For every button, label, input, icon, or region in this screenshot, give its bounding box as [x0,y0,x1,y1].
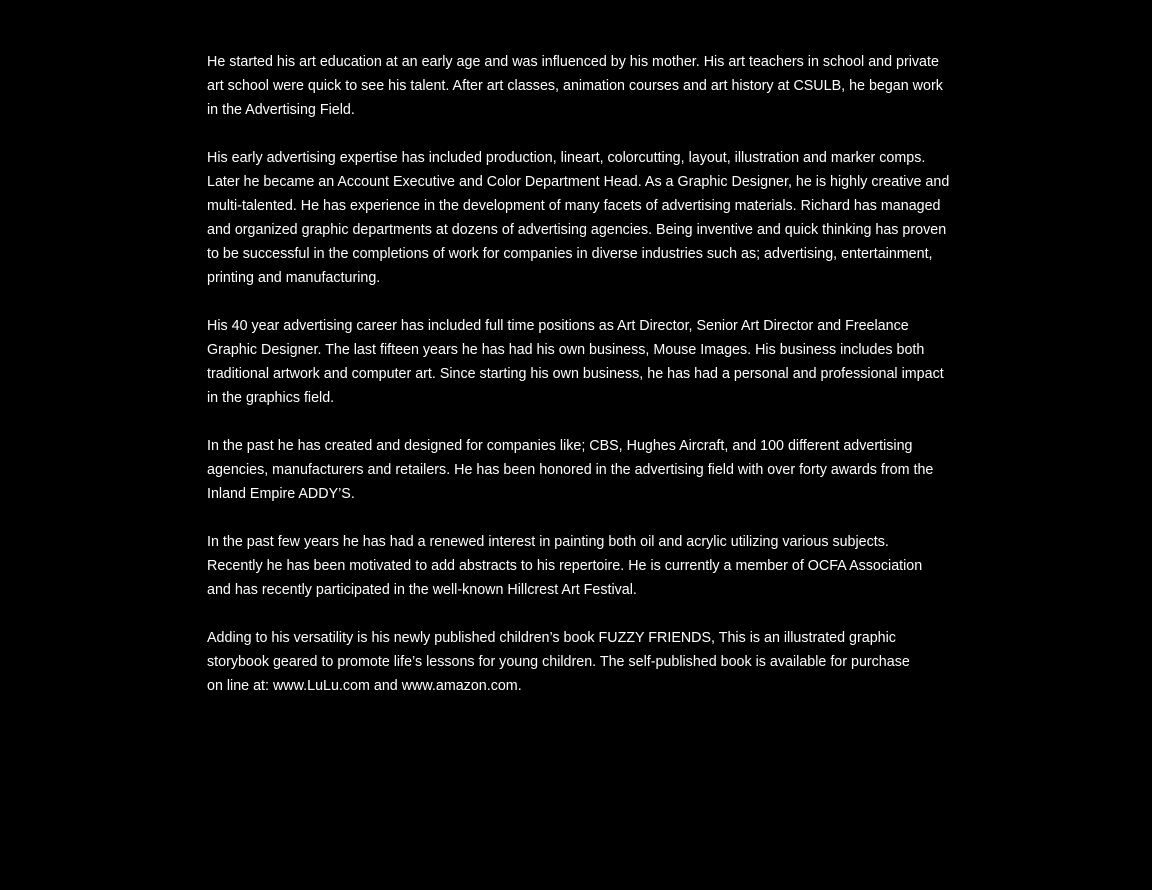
text-line: Adding to his versatility is his newly published children’s book FUZZY FRIENDS, This is an illustrated graphic [207,630,896,646]
text-line: Later he became an Account Executive and Color Department Head. As a Graphic Designer, he is highly creative and [207,174,950,190]
text-line: in the Advertising Field. [207,102,355,118]
text-line: printing and manufacturing. [207,270,381,286]
text-line: multi-talented. He has experience in the development of many facets of advertising materials. Richard has managed [207,198,941,214]
bio-paragraph-clients-awards [207,434,967,506]
text-line: His early advertising expertise has included production, lineart, colorcutting, layout, illustration and marker comps. [207,150,926,166]
text-line: and has recently participated in the well-known Hillcrest Art Festival. [207,582,637,598]
text-line: storybook geared to promote life’s lessons for young children. The self-published book is available for purchase [207,654,910,670]
bio-paragraph-education [207,50,967,122]
bio-paragraph-book [207,626,967,698]
text-line: traditional artwork and computer art. Since starting his own business, he has had a personal and professional impact [207,366,944,382]
text-line: In the past he has created and designed for companies like; CBS, Hughes Aircraft, and 100 different advertising [207,438,913,454]
text-line: In the past few years he has had a renewed interest in painting both oil and acrylic utilizing various subjects. [207,534,889,550]
bio-paragraph-early-career [207,146,967,290]
bio-paragraph-painting [207,530,967,602]
text-line: Inland Empire ADDY’S. [207,486,355,502]
bio-paragraph-career [207,314,967,410]
text-line: to be successful in the completions of work for companies in diverse industries such as; advertising, entertainment, [207,246,933,262]
text-line: He started his art education at an early age and was influenced by his mother. His art teachers in school and private [207,54,939,70]
text-line: art school were quick to see his talent. After art classes, animation courses and art history at CSULB, he began work [207,78,943,94]
text-line: His 40 year advertising career has included full time positions as Art Director, Senior Art Director and Freelance [207,318,909,334]
biography-text [207,50,967,722]
text-line: Recently he has been motivated to add abstracts to his repertoire. He is currently a member of OCFA Association [207,558,923,574]
text-line: Graphic Designer. The last fifteen years he has had his own business, Mouse Images. His business includes both [207,342,925,358]
text-line: on line at: www.LuLu.com and www.amazon.com. [207,678,522,694]
text-line: agencies, manufacturers and retailers. He has been honored in the advertising field with over forty awards from the [207,462,934,478]
text-line: in the graphics field. [207,390,335,406]
text-line: and organized graphic departments at dozens of advertising agencies. Being inventive and quick thinking has proven [207,222,947,238]
